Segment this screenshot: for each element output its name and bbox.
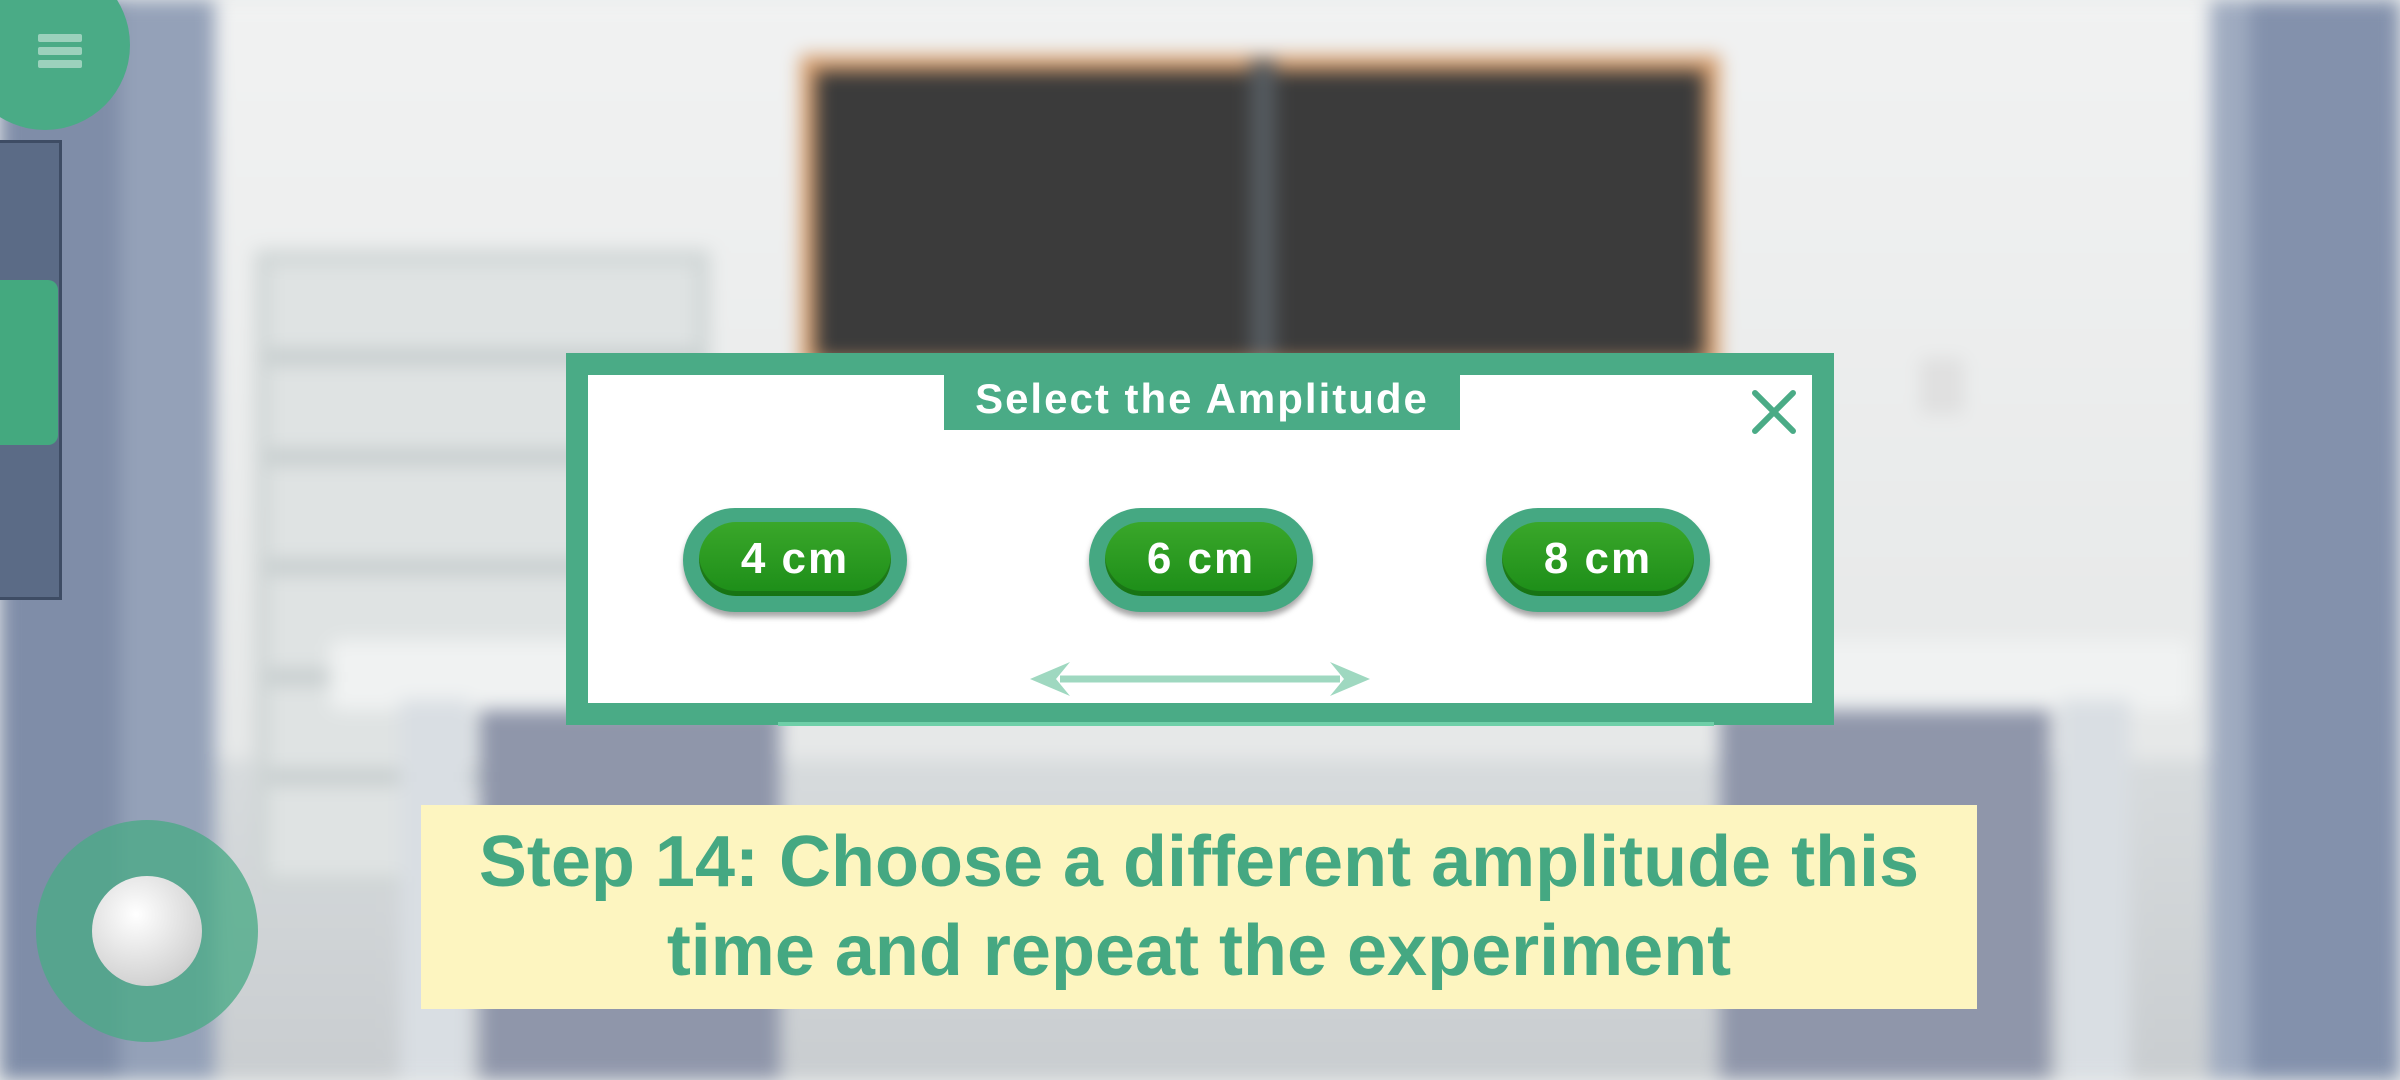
menu-icon xyxy=(38,34,82,74)
close-icon xyxy=(1749,387,1799,437)
amplitude-option-label: 4 cm xyxy=(740,534,850,583)
close-button[interactable] xyxy=(1742,380,1806,444)
lab-table-leg xyxy=(2060,700,2130,1080)
instruction-text: Step 14: Choose a different amplitude this time and repeat the experiment xyxy=(478,822,1920,991)
amplitude-option-8cm[interactable] xyxy=(1486,508,1710,612)
amplitude-option-4cm[interactable] xyxy=(683,508,907,612)
side-panel-tab[interactable] xyxy=(0,280,58,445)
wall-switch xyxy=(1922,360,1962,412)
movement-joystick[interactable] xyxy=(36,820,258,1042)
wall-pillar-right xyxy=(2250,0,2400,1080)
dialog-title: Select the Amplitude xyxy=(975,375,1429,422)
dialog-underline xyxy=(778,722,1714,726)
dialog-title-tab xyxy=(944,368,1460,430)
pendulum-stand xyxy=(1250,60,1276,360)
instruction-banner xyxy=(421,805,1977,1009)
amplitude-option-label: 6 cm xyxy=(1146,534,1256,583)
amplitude-option-label: 8 cm xyxy=(1543,534,1653,583)
amplitude-option-6cm[interactable] xyxy=(1089,508,1313,612)
scroll-arrows-icon xyxy=(1030,660,1370,698)
joystick-knob[interactable] xyxy=(92,876,202,986)
